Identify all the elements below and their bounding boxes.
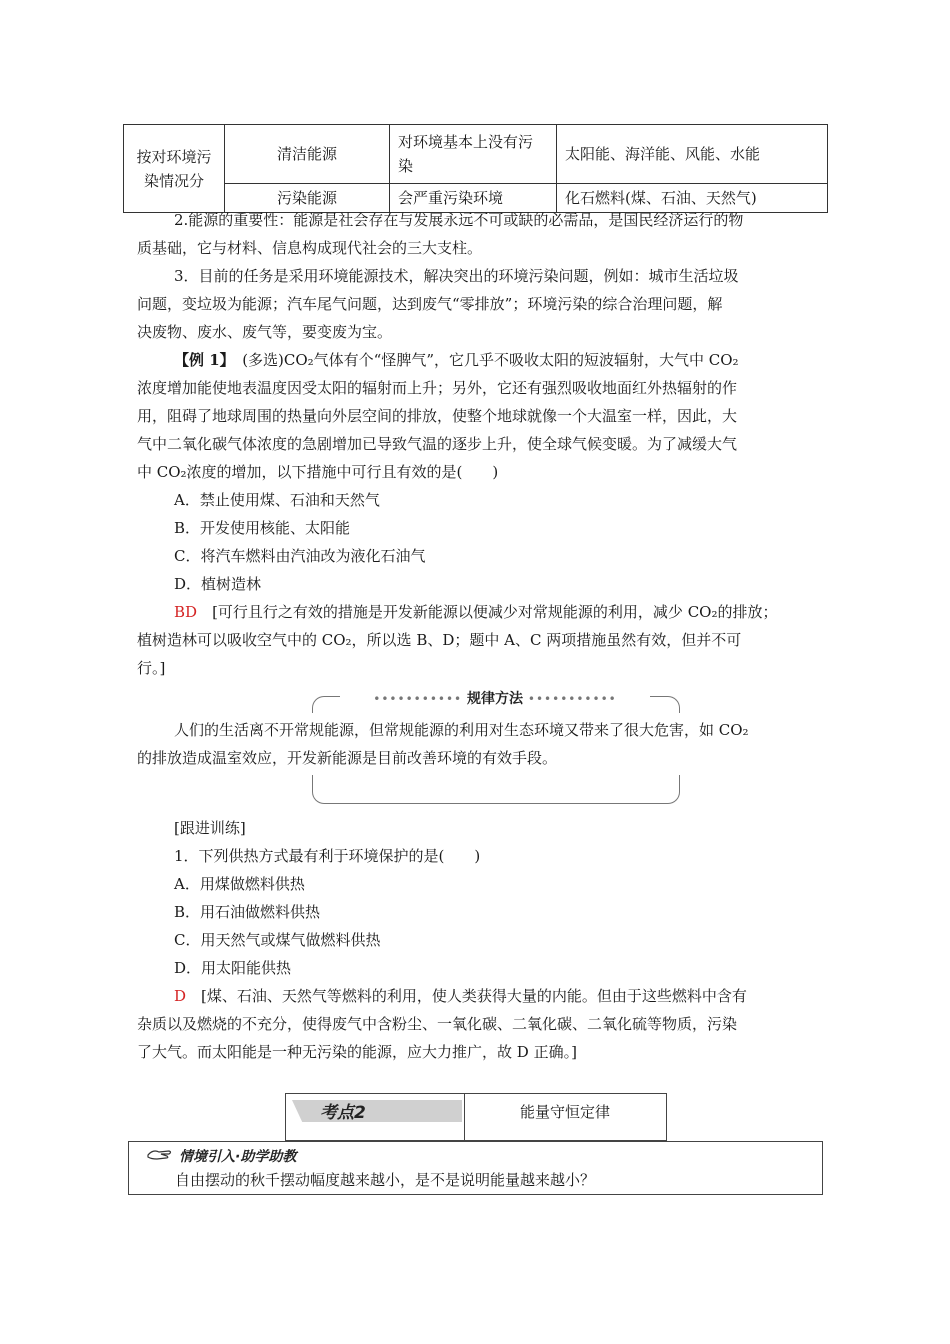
desc-line: 对环境基本上没有污 bbox=[398, 133, 534, 151]
answer-explanation-line: 杂质以及燃烧的不充分，使得废气中含粉尘、一氧化碳、二氧化碳、二氧化硫等物质，污染 bbox=[137, 1015, 738, 1033]
paragraph-line: 2.能源的重要性：能源是社会存在与发展永远不可或缺的必需品，是国民经济运行的物 bbox=[174, 211, 744, 229]
situation-box bbox=[128, 1141, 823, 1195]
example-question-line: 用，阻碍了地球周围的热量向外层空间的排放，使整个地球就像一个大温室一样，因此，大 bbox=[137, 407, 738, 425]
kaodian-title: 能量守恒定律 bbox=[519, 1103, 610, 1121]
option-a: A．禁止使用煤、石油和天然气 bbox=[174, 491, 380, 509]
practice-heading: [跟进训练] bbox=[174, 819, 246, 837]
paragraph-line: 质基础，它与材料、信息构成现代社会的三大支柱。 bbox=[137, 239, 483, 257]
rule-box-title bbox=[340, 688, 650, 708]
paragraph-line: 问题，变垃圾为能源；汽车尾气问题，达到废气“零排放”；环境污染的综合治理问题，解 bbox=[137, 295, 723, 313]
option-d: D．用太阳能供热 bbox=[174, 959, 292, 977]
energy-desc-cell bbox=[390, 125, 557, 184]
energy-classification-table bbox=[123, 124, 828, 213]
category-line: 按对环境污 bbox=[136, 147, 212, 166]
answer-label: BD bbox=[174, 603, 198, 621]
explanation-text: [煤、石油、天然气等燃料的利用，使人类获得大量的内能。但由于这些燃料中含有 bbox=[201, 987, 747, 1005]
energy-type-cell: 污染能源 bbox=[225, 184, 390, 213]
dots-decoration: ••••••••••• bbox=[527, 692, 617, 706]
option-b: B．用石油做燃料供热 bbox=[174, 903, 321, 921]
option-b: B．开发使用核能、太阳能 bbox=[174, 519, 351, 537]
answer-label: D bbox=[174, 987, 187, 1005]
kaodian-header bbox=[285, 1093, 667, 1141]
option-c: C．用天然气或煤气做燃料供热 bbox=[174, 931, 381, 949]
option-c: C．将汽车燃料由汽油改为液化石油气 bbox=[174, 547, 426, 565]
example-question-line bbox=[174, 346, 824, 374]
answer-explanation-line: 了大气。而太阳能是一种无污染的能源，应大力推广，故 D 正确。] bbox=[137, 1043, 577, 1061]
table-category-cell bbox=[124, 125, 225, 213]
energy-examples-cell: 化石燃料(煤、石油、天然气) bbox=[557, 184, 828, 213]
rule-box-bottom-border bbox=[312, 775, 680, 804]
paragraph-line: 决废物、废水、废气等，要变废为宝。 bbox=[137, 323, 393, 341]
answer-explanation-line bbox=[174, 982, 824, 1010]
situation-heading: 情境引入·助学助教 bbox=[179, 1149, 297, 1165]
energy-desc-cell: 会严重污染环境 bbox=[390, 184, 557, 213]
example-question-line: 中 CO₂浓度的增加，以下措施中可行且有效的是( ) bbox=[137, 463, 499, 481]
answer-explanation-line: 行。] bbox=[137, 659, 166, 677]
table-row bbox=[124, 125, 828, 184]
energy-type-cell: 清洁能源 bbox=[225, 125, 390, 184]
example-question-line: 浓度增加能使地表温度因受太阳的辐射而上升；另外，它还有强烈吸收地面红外热辐射的作 bbox=[137, 379, 738, 397]
category-line: 染情况分 bbox=[143, 171, 204, 190]
paragraph-line: 3．目前的任务是采用环境能源技术，解决突出的环境污染问题，例如：城市生活垃圾 bbox=[174, 267, 739, 285]
example-tag: 【例 1】 bbox=[174, 351, 228, 369]
answer-explanation-line bbox=[174, 598, 824, 626]
kaodian-label-box bbox=[286, 1094, 465, 1140]
option-d: D．植树造林 bbox=[174, 575, 262, 593]
option-a: A．用煤做燃料供热 bbox=[174, 875, 305, 893]
explanation-text: [可行且行之有效的措施是开发新能源以便减少对常规能源的利用，减少 CO₂的排放； bbox=[212, 603, 778, 621]
kaodian-band bbox=[292, 1100, 462, 1122]
energy-examples-cell: 太阳能、海洋能、风能、水能 bbox=[557, 125, 828, 184]
rule-title-text: 规律方法 bbox=[467, 691, 523, 707]
situation-text: 自由摆动的秋千摆动幅度越来越小，是不是说明能量越来越小？ bbox=[175, 1171, 596, 1189]
practice-question: 1．下列供热方式最有利于环境保护的是( ) bbox=[174, 847, 481, 865]
example-question-line: 气中二氧化碳气体浓度的急剧增加已导致气温的逐步上升，使全球气候变暖。为了减缓大气 bbox=[137, 435, 738, 453]
answer-explanation-line: 植树造林可以吸收空气中的 CO₂，所以选 B、D；题中 A、C 两项措施虽然有效，但并不可 bbox=[137, 631, 742, 649]
kaodian-label: 考点2 bbox=[320, 1103, 366, 1123]
desc-line: 染 bbox=[398, 157, 414, 175]
dots-decoration: ••••••••••• bbox=[373, 692, 463, 706]
rule-text-line: 的排放造成温室效应，开发新能源是目前改善环境的有效手段。 bbox=[137, 749, 558, 767]
rule-text-line: 人们的生活离不开常规能源，但常规能源的利用对生态环境又带来了很大危害，如 CO₂ bbox=[174, 721, 749, 739]
hand-icon bbox=[147, 1146, 173, 1162]
example-text: (多选)CO₂气体有个“怪脾气”，它几乎不吸收太阳的短波辐射，大气中 CO₂ bbox=[242, 351, 739, 369]
